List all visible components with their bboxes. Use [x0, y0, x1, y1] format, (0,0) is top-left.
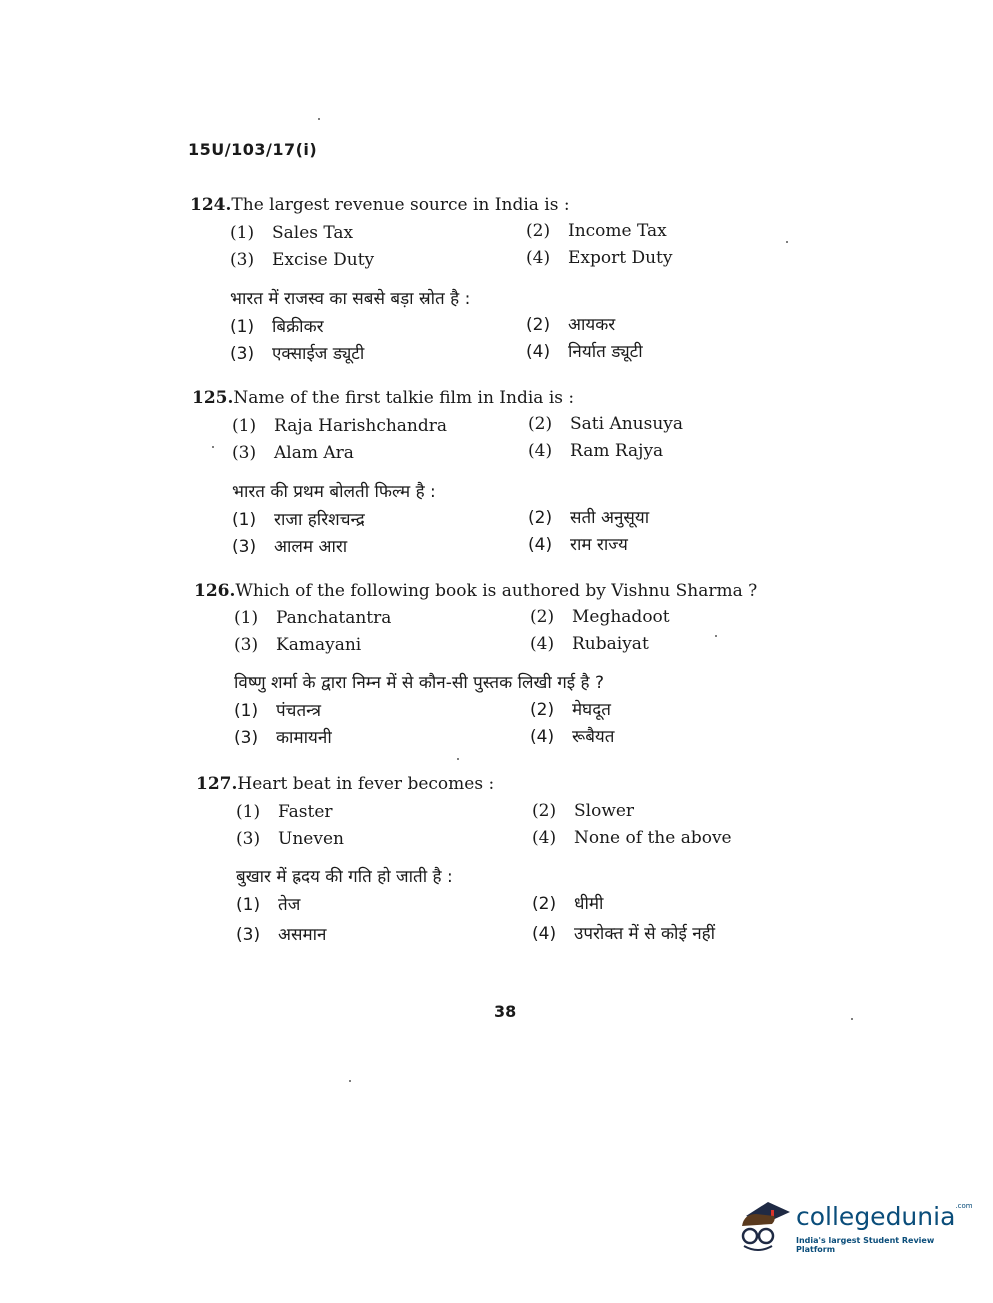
- scan-speck: [212, 446, 214, 448]
- scan-speck: [318, 118, 320, 120]
- option-label: (2): [530, 700, 555, 720]
- option-text: निर्यात ड्यूटी: [568, 342, 643, 362]
- option-label: (2): [530, 607, 555, 627]
- option-text: Income Tax: [568, 221, 667, 241]
- option-2-hi: [526, 312, 615, 335]
- option-4: [526, 248, 673, 268]
- option-label: (2): [532, 801, 557, 821]
- option-text: रूबैयत: [572, 727, 615, 747]
- option-label: (3): [232, 443, 257, 463]
- option-text: पंचतन्त्र: [276, 701, 322, 721]
- option-3-hi: [230, 341, 364, 364]
- question-text-hi: विष्णु शर्मा के द्वारा निम्न में से कौन-सी पुस्तक लिखी गई है ?: [234, 673, 604, 693]
- question-stem: Which of the following book is authored by Vishnu Sharma ?: [235, 581, 758, 601]
- option-1-hi: [234, 698, 321, 721]
- option-text: राम राज्य: [570, 535, 628, 555]
- option-label: (1): [232, 510, 257, 530]
- mascot-icon: [734, 1196, 794, 1256]
- option-label: (4): [532, 828, 557, 848]
- option-label: (1): [236, 895, 261, 915]
- option-text: असमान: [278, 925, 327, 945]
- option-label: (4): [528, 441, 553, 461]
- option-label: (1): [230, 317, 255, 337]
- option-2: [528, 414, 683, 434]
- option-text: Raja Harishchandra: [274, 416, 448, 436]
- option-3: [232, 443, 354, 463]
- option-text: Excise Duty: [272, 250, 375, 270]
- option-2: [526, 221, 667, 241]
- option-label: (4): [526, 342, 551, 362]
- brand-tagline: India's largest Student Review Platform: [796, 1236, 935, 1254]
- option-4-hi: [530, 724, 614, 747]
- option-text: उपरोक्त में से कोई नहीं: [574, 924, 716, 944]
- scan-speck: [786, 241, 788, 243]
- option-label: (4): [530, 634, 555, 654]
- option-text: Kamayani: [276, 635, 362, 655]
- scan-speck: [851, 1018, 853, 1020]
- option-3-hi: [236, 922, 326, 945]
- option-label: (2): [528, 414, 553, 434]
- option-label: (3): [234, 728, 259, 748]
- scan-speck: [349, 1080, 351, 1082]
- option-label: (3): [234, 635, 259, 655]
- option-text: Faster: [278, 802, 333, 822]
- option-text: तेज: [278, 895, 301, 915]
- option-label: (4): [530, 727, 555, 747]
- option-text: धीमी: [574, 894, 604, 914]
- option-text: आलम आरा: [274, 537, 348, 557]
- question-text-hi: बुखार में ह्रदय की गति हो जाती है :: [236, 867, 453, 887]
- scan-speck: [457, 758, 459, 760]
- option-4: [528, 441, 663, 461]
- option-4: [530, 634, 649, 654]
- option-2: [532, 801, 634, 821]
- question-number: 127.: [196, 774, 238, 794]
- option-text: Meghadoot: [572, 607, 670, 627]
- option-1-hi: [232, 507, 365, 530]
- option-label: (2): [528, 508, 553, 528]
- question-stem: Name of the first talkie film in India is :: [233, 388, 575, 408]
- option-3-hi: [232, 534, 347, 557]
- option-text: Sales Tax: [272, 223, 354, 243]
- option-text: Export Duty: [568, 248, 673, 268]
- option-3: [234, 635, 361, 655]
- option-3-hi: [234, 725, 332, 748]
- question-text-hi: भारत की प्रथम बोलती फिल्म है :: [232, 482, 436, 502]
- question-stem: Heart beat in fever becomes :: [237, 774, 495, 794]
- option-label: (2): [532, 894, 557, 914]
- option-label: (2): [526, 221, 551, 241]
- collegedunia-watermark: [734, 1196, 973, 1256]
- option-label: (4): [526, 248, 551, 268]
- option-label: (3): [236, 829, 261, 849]
- question-number: 126.: [194, 581, 236, 601]
- option-4-hi: [528, 532, 628, 555]
- question-text-en: [194, 581, 757, 601]
- option-label: (2): [526, 315, 551, 335]
- option-text: Sati Anusuya: [570, 414, 684, 434]
- option-3: [236, 829, 344, 849]
- option-1-hi: [236, 892, 300, 915]
- question-number: 125.: [192, 388, 234, 408]
- paper-code: 15U/103/17(i): [188, 140, 318, 159]
- option-label: (3): [232, 537, 257, 557]
- option-label: (1): [234, 701, 259, 721]
- option-1: [234, 608, 391, 628]
- option-2-hi: [530, 697, 611, 720]
- option-4-hi: [532, 921, 715, 944]
- question-text-en: [192, 388, 574, 408]
- option-text: Ram Rajya: [570, 441, 664, 461]
- option-text: आयकर: [568, 315, 616, 335]
- option-text: Panchatantra: [276, 608, 392, 628]
- option-label: (3): [230, 344, 255, 364]
- brand-name: collegedunia$^{.com}$: [796, 1202, 973, 1231]
- option-text: Slower: [574, 801, 635, 821]
- question-number: 124.: [190, 195, 232, 215]
- option-label: (1): [236, 802, 261, 822]
- option-1: [236, 802, 333, 822]
- option-1: [230, 223, 353, 243]
- option-text: सती अनुसूया: [570, 508, 650, 528]
- question-text-en: [196, 774, 494, 794]
- question-text-hi: भारत में राजस्व का सबसे बड़ा स्रोत है :: [230, 289, 471, 309]
- option-label: (4): [528, 535, 553, 555]
- option-1: [232, 416, 447, 436]
- option-text: Uneven: [278, 829, 344, 849]
- option-text: बिक्रीकर: [272, 317, 324, 337]
- option-text: कामायनी: [276, 728, 332, 748]
- option-4-hi: [526, 339, 643, 362]
- question-text-en: [190, 195, 570, 215]
- option-text: राजा हरिशचन्द्र: [274, 510, 365, 530]
- option-text: Rubaiyat: [572, 634, 649, 654]
- page-number: 38: [494, 1002, 517, 1021]
- option-3: [230, 250, 374, 270]
- option-2-hi: [532, 891, 603, 914]
- option-4: [532, 828, 732, 848]
- option-text: None of the above: [574, 828, 732, 848]
- scan-speck: [715, 635, 717, 637]
- option-label: (1): [234, 608, 259, 628]
- option-label: (1): [230, 223, 255, 243]
- option-label: (1): [232, 416, 257, 436]
- option-2: [530, 607, 670, 627]
- option-text: मेघदूत: [572, 700, 611, 720]
- option-label: (3): [230, 250, 255, 270]
- option-label: (4): [532, 924, 557, 944]
- option-1-hi: [230, 314, 324, 337]
- option-2-hi: [528, 505, 649, 528]
- option-text: Alam Ara: [274, 443, 354, 463]
- option-text: एक्साईज ड्यूटी: [272, 344, 365, 364]
- option-label: (3): [236, 925, 261, 945]
- question-stem: The largest revenue source in India is :: [231, 195, 570, 215]
